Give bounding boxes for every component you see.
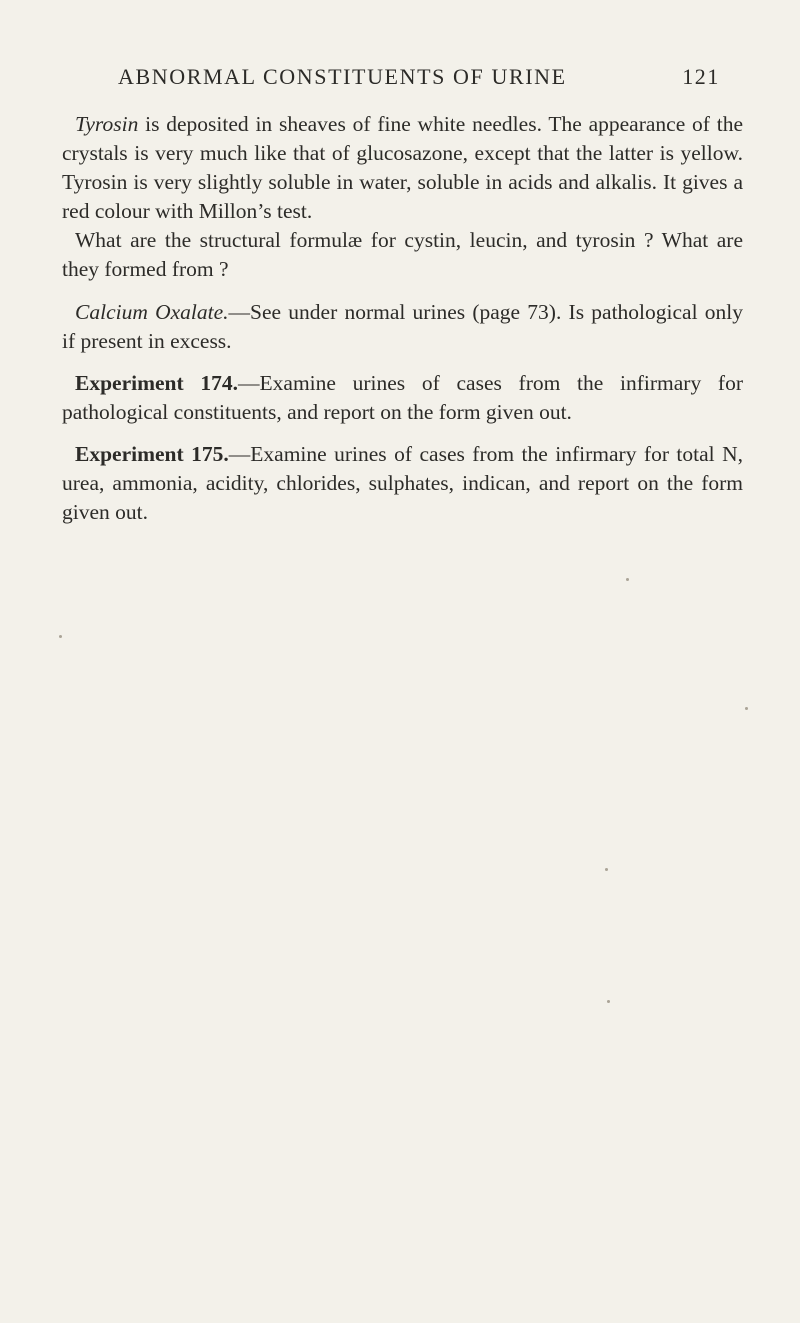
term-tyrosin: Tyrosin	[75, 112, 139, 136]
paragraph-question-text: What are the structural formulæ for cystin, leucin, and tyrosin ? What are they formed from ?	[62, 228, 743, 281]
paper-speck	[59, 635, 62, 638]
paragraph-question	[62, 226, 743, 284]
paragraph-tyrosin-text: is deposited in sheaves of fine white needles. The appearance of the crystals is very much like that of glucosazone, except that the latter is yellow. Tyrosin is very slightly soluble in water, soluble in acids and alkalis. It gives a red colour with Millon’s test.	[62, 112, 743, 223]
paragraph-experiment-175	[62, 440, 743, 527]
experiment-175-text: —Examine urines of cases from the infirmary for total N, urea, ammonia, acidity, chlorides, sulphates, indican, and report on the form given out.	[62, 442, 743, 524]
paragraph-tyrosin	[62, 110, 743, 226]
paper-speck	[607, 1000, 610, 1003]
experiment-174-heading: Experiment 174.	[75, 371, 239, 395]
body-text	[62, 110, 743, 527]
running-head-title: ABNORMAL CONSTITUENTS OF URINE	[118, 64, 567, 89]
paper-speck	[605, 868, 608, 871]
term-calcium-oxalate: Calcium Oxalate.	[75, 300, 229, 324]
paper-speck	[626, 578, 629, 581]
running-head	[118, 64, 720, 96]
paragraph-calcium-oxalate	[62, 298, 743, 356]
experiment-175-heading: Experiment 175.	[75, 442, 229, 466]
page-number: 121	[682, 64, 720, 89]
paper-speck	[745, 707, 748, 710]
paragraph-experiment-174	[62, 369, 743, 427]
experiment-174-text: —Examine urines of cases from the infirmary for pathological constituents, and report on the form given out.	[62, 371, 743, 424]
paragraph-calcium-oxalate-text: —See under normal urines (page 73). Is pathological only if present in excess.	[62, 300, 743, 353]
